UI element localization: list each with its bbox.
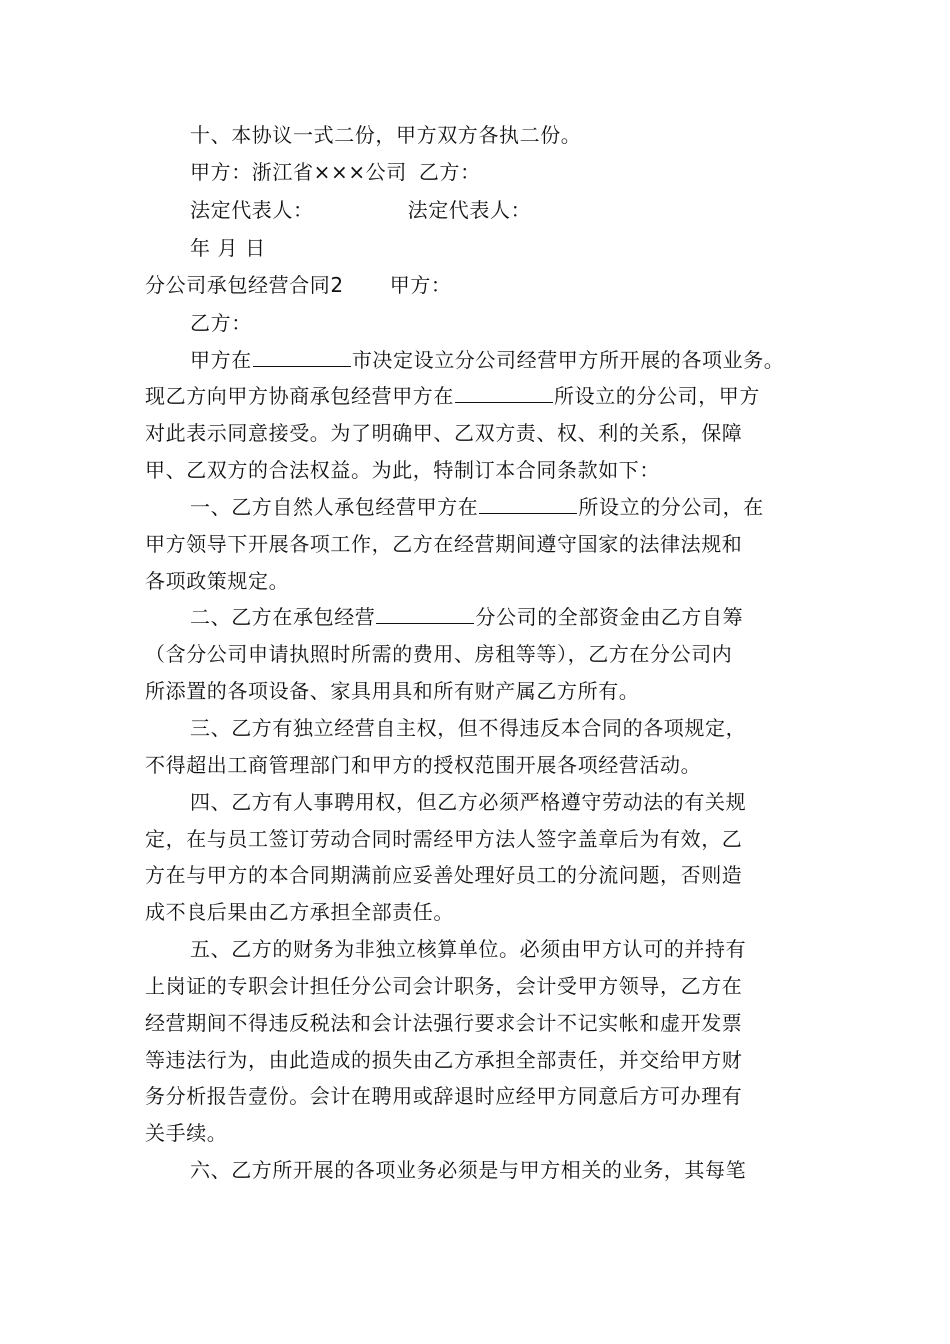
text: 五、乙方的财务为非独立核算单位。必须由甲方认可的并持有: [190, 937, 747, 961]
blank-field: [253, 348, 351, 367]
blank-field: [455, 384, 553, 403]
legal-rep-b: 法定代表人：: [407, 198, 532, 222]
text-line: [145, 382, 760, 410]
text-line: [145, 530, 742, 558]
date-line: [190, 234, 266, 262]
text: 现乙方向甲方协商承包经营甲方在: [145, 384, 454, 408]
party-a-label: 甲方：: [389, 273, 452, 297]
text: 甲方领导下开展各项工作，乙方在经营期间遵守国家的法律法规和: [145, 532, 743, 556]
section-title-line: [145, 271, 452, 299]
text: 所设立的分公司，在: [578, 495, 764, 519]
contract-title: 分公司承包经营合同2: [145, 273, 344, 297]
text-line: [145, 1082, 742, 1110]
text: 所添置的各项设备、家具用具和所有财产属乙方所有。: [145, 679, 640, 703]
text-line: [145, 677, 639, 705]
text-line: [190, 196, 531, 224]
text: 对此表示同意接受。为了明确甲、乙双方责、权、利的关系，保障: [145, 421, 743, 445]
text-line: [190, 158, 481, 186]
text-line: [145, 456, 660, 484]
text-line: [145, 972, 742, 1000]
date-text: 年 月 日: [190, 236, 266, 260]
text-line: [145, 567, 289, 595]
text: 定，在与员工签订劳动合同时需经甲方法人签字盖章后为有效，乙: [145, 827, 743, 851]
text: 四、乙方有人事聘用权，但乙方必须严格遵守劳动法的有关规: [190, 790, 747, 814]
text: 上岗证的专职会计担任分公司会计职务，会计受甲方领导，乙方在: [145, 974, 743, 998]
text-line: [190, 309, 252, 337]
text-line: [145, 898, 454, 926]
text-line: [145, 640, 732, 668]
text-line: [145, 1119, 227, 1147]
text-line: [190, 603, 743, 631]
party-b-label: 乙方：: [190, 311, 252, 335]
text-line: [190, 121, 581, 149]
text: 成不良后果由乙方承担全部责任。: [145, 900, 454, 924]
text-line: [145, 1046, 742, 1074]
text: 分公司的全部资金由乙方自筹: [475, 605, 744, 629]
text-line: [190, 935, 746, 963]
text: 甲方在: [190, 348, 252, 372]
text-line: [145, 1009, 742, 1037]
text: 不得超出工商管理部门和甲方的授权范围开展各项经营活动。: [145, 753, 702, 777]
blank-field: [479, 495, 577, 514]
text-line: [145, 419, 742, 447]
text-line: [145, 825, 742, 853]
text: 所设立的分公司，甲方: [554, 384, 760, 408]
text: 三、乙方有独立经营自主权，但不得违反本合同的各项规定，: [190, 716, 747, 740]
text: 甲、乙双方的合法权益。为此，特制订本合同条款如下：: [145, 458, 660, 482]
party-a-label: 甲方：浙江省×××公司: [190, 160, 407, 184]
legal-rep-a: 法定代表人：: [190, 198, 314, 222]
text: 六、乙方所开展的各项业务必须是与甲方相关的业务，其每笔: [190, 1158, 747, 1182]
party-b-label: 乙方：: [418, 160, 481, 184]
text: 一、乙方自然人承包经营甲方在: [190, 495, 479, 519]
blank-field: [376, 605, 474, 624]
text: 等违法行为，由此造成的损失由乙方承担全部责任，并交给甲方财: [145, 1048, 743, 1072]
text-line: [190, 346, 784, 374]
text-line: [145, 751, 701, 779]
text-line: [190, 714, 746, 742]
text: 市决定设立分公司经营甲方所开展的各项业务。: [351, 348, 785, 372]
text: 十、本协议一式二份，甲方双方各执二份。: [190, 123, 582, 147]
text-line: [190, 1156, 746, 1184]
text: （含分公司申请执照时所需的费用、房租等等），乙方在分公司内: [145, 642, 733, 666]
text: 二、乙方在承包经营: [190, 605, 376, 629]
text-line: [190, 493, 764, 521]
text: 关手续。: [145, 1121, 228, 1145]
text: 各项政策规定。: [145, 569, 290, 593]
text: 经营期间不得违反税法和会计法强行要求会计不记实帐和虚开发票: [145, 1011, 743, 1035]
text: 方在与甲方的本合同期满前应妥善处理好员工的分流问题，否则造: [145, 863, 743, 887]
text: 务分析报告壹份。会计在聘用或辞退时应经甲方同意后方可办理有: [145, 1084, 743, 1108]
text-line: [190, 788, 746, 816]
text-line: [145, 861, 742, 889]
